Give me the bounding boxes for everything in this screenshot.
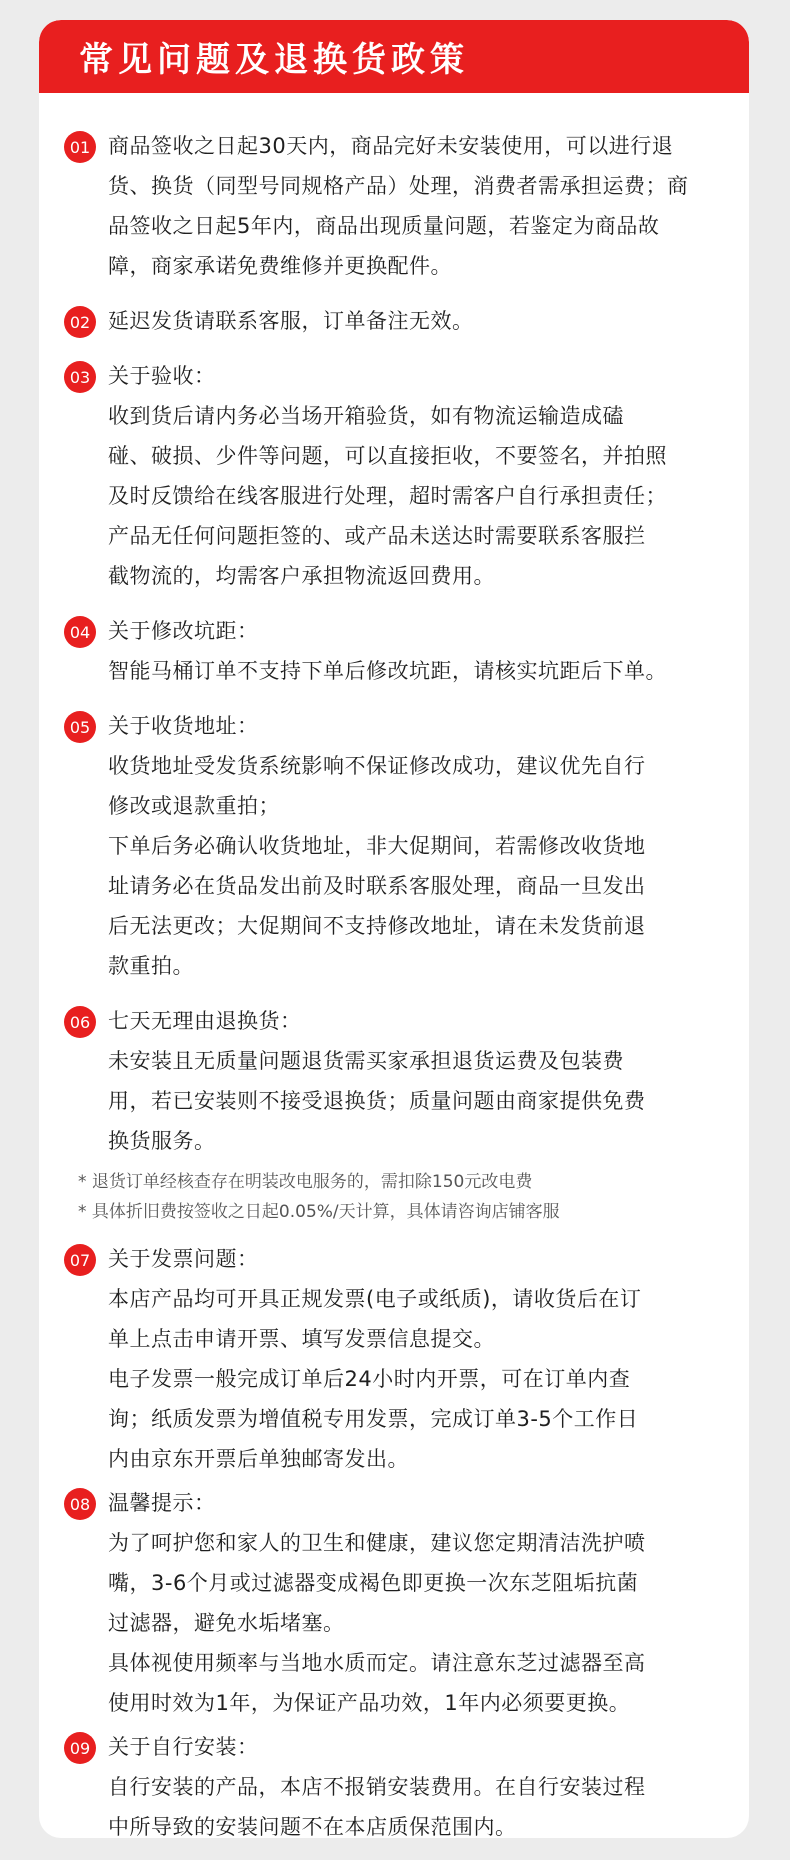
item-text-line: 具体视使用频率与当地水质而定。请注意东芝过滤器至高 (108, 1651, 646, 1675)
item-text-line: 碰、破损、少件等问题，可以直接拒收，不要签名，并拍照 (108, 444, 667, 468)
footnote: * 具体折旧费按签收之日起0.05%/天计算，具体请咨询店铺客服 (78, 1202, 560, 1222)
item-text-line: 关于自行安装： (108, 1735, 259, 1759)
item-body (108, 126, 727, 286)
item-text-line: 内由京东开票后单独邮寄发出。 (108, 1447, 409, 1471)
item-text-line: 关于验收： (108, 364, 216, 388)
item-text-line: 用，若已安装则不接受退换货；质量问题由商家提供免费 (108, 1089, 646, 1113)
item-text-line: 后无法更改；大促期间不支持修改地址，请在未发货前退 (108, 914, 646, 938)
item-text-line: 使用时效为1年，为保证产品功效，1年内必须要更换。 (108, 1691, 631, 1715)
item-number-badge: 01 (64, 131, 96, 163)
item-text-line: 截物流的，均需客户承担物流返回费用。 (108, 564, 495, 588)
item-body (108, 356, 727, 596)
item-text-line: 过滤器，避免水垢堵塞。 (108, 1611, 345, 1635)
item-text-line: 修改或退款重拍； (108, 794, 280, 818)
footnote: * 退货订单经核查存在明装改电服务的，需扣除150元改电费 (78, 1172, 533, 1192)
item-body (108, 706, 727, 986)
item-body (108, 1483, 727, 1723)
item-number-badge: 05 (64, 711, 96, 743)
item-text-line: 本店产品均可开具正规发票(电子或纸质)，请收货后在订 (108, 1287, 642, 1311)
item-text-line: 关于发票问题： (108, 1247, 259, 1271)
item-text-line: 为了呵护您和家人的卫生和健康，建议您定期清洁洗护喷 (108, 1531, 646, 1555)
item-text-line: 下单后务必确认收货地址，非大促期间，若需修改收货地 (108, 834, 646, 858)
item-number-badge: 02 (64, 306, 96, 338)
item-body (108, 1001, 727, 1161)
item-body (108, 1239, 727, 1479)
policy-item (64, 706, 727, 986)
item-text-line: 嘴，3-6个月或过滤器变成褐色即更换一次东芝阻垢抗菌 (108, 1571, 639, 1595)
item-text-line: 自行安装的产品，本店不报销安装费用。在自行安装过程 (108, 1775, 646, 1799)
item-text-line: 未安装且无质量问题退货需买家承担退货运费及包装费 (108, 1049, 624, 1073)
item-text-line: 询；纸质发票为增值税专用发票，完成订单3-5个工作日 (108, 1407, 639, 1431)
item-text-line: 中所导致的安装问题不在本店质保范围内。 (108, 1815, 517, 1838)
item-text-line: 温馨提示： (108, 1491, 216, 1515)
policy-item (64, 1001, 727, 1161)
policy-item (64, 301, 727, 341)
item-text-line: 及时反馈给在线客服进行处理，超时需客户自行承担责任； (108, 484, 667, 508)
item-text-line: 址请务必在货品发出前及时联系客服处理，商品一旦发出 (108, 874, 646, 898)
policy-list (39, 93, 749, 1838)
item-text-line: 产品无任何问题拒签的、或产品未送达时需要联系客服拦 (108, 524, 646, 548)
item-text-line: 货、换货（同型号同规格产品）处理，消费者需承担运费；商 (108, 174, 689, 198)
item-text-line: 障，商家承诺免费维修并更换配件。 (108, 254, 452, 278)
page-title: 常见问题及退换货政策 (39, 20, 749, 93)
item-number-badge: 04 (64, 616, 96, 648)
item-text-line: 款重拍。 (108, 954, 194, 978)
item-number-badge: 07 (64, 1244, 96, 1276)
item-text-line: 关于修改坑距： (108, 619, 259, 643)
item-number-badge: 09 (64, 1732, 96, 1764)
item-text-line: 换货服务。 (108, 1129, 216, 1153)
policy-item (64, 1239, 727, 1479)
policy-card (39, 20, 749, 1838)
item-body (108, 1727, 727, 1838)
item-text-line: 品签收之日起5年内，商品出现质量问题，若鉴定为商品故 (108, 214, 660, 238)
item-text-line: 收到货后请内务必当场开箱验货，如有物流运输造成磕 (108, 404, 624, 428)
policy-item (64, 611, 727, 691)
policy-item (64, 356, 727, 596)
item-text-line: 收货地址受发货系统影响不保证修改成功，建议优先自行 (108, 754, 646, 778)
item-text-line: 延迟发货请联系客服，订单备注无效。 (108, 309, 474, 333)
item-number-badge: 06 (64, 1006, 96, 1038)
item-text-line: 商品签收之日起30天内，商品完好未安装使用，可以进行退 (108, 134, 674, 158)
item-body (108, 301, 727, 341)
item-number-badge: 08 (64, 1488, 96, 1520)
item-body (108, 611, 727, 691)
item-text-line: 关于收货地址： (108, 714, 259, 738)
policy-item (64, 126, 727, 286)
item-text-line: 单上点击申请开票、填写发票信息提交。 (108, 1327, 495, 1351)
item-number-badge: 03 (64, 361, 96, 393)
item-text-line: 七天无理由退换货： (108, 1009, 302, 1033)
policy-item (64, 1483, 727, 1723)
item-text-line: 智能马桶订单不支持下单后修改坑距，请核实坑距后下单。 (108, 659, 667, 683)
policy-item (64, 1727, 727, 1838)
item-text-line: 电子发票一般完成订单后24小时内开票，可在订单内查 (108, 1367, 631, 1391)
